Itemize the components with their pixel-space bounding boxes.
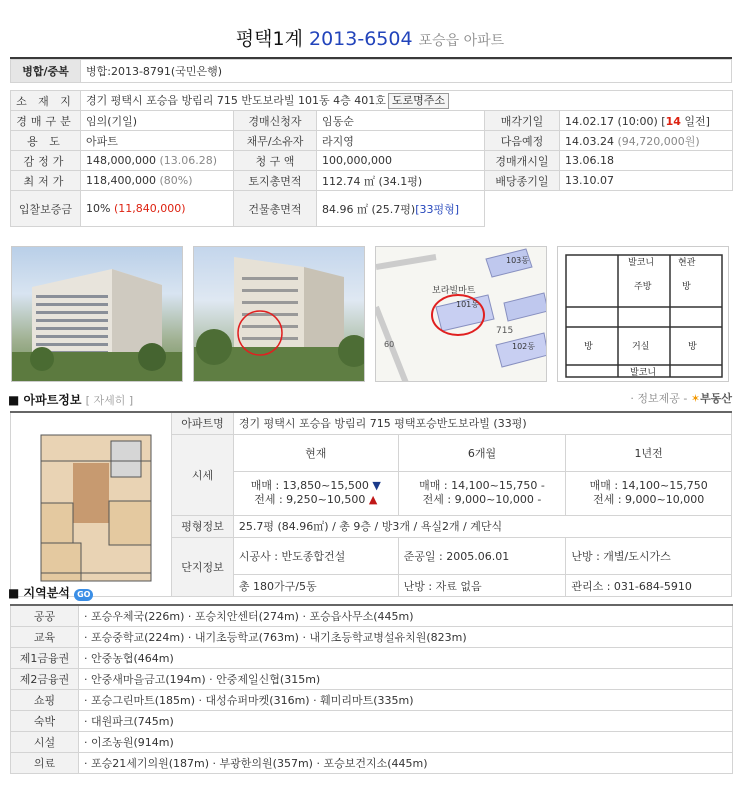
region-label: 제1금융권 [11, 647, 79, 668]
location-map-image [376, 247, 547, 382]
auction-type-value: 임의(기일) [81, 111, 234, 131]
region-label: 교육 [11, 626, 79, 647]
merge-value: 병합:2013-8791(국민은행) [81, 60, 732, 83]
heating-value: 난방 : 개별/도시가스 [566, 537, 732, 574]
bullet-icon: ■ [8, 393, 24, 407]
region-row [11, 626, 733, 647]
land-area-label: 토지총면적 [234, 171, 317, 191]
price-1year-sale: 매매 : 14,100~15,750 [589, 479, 708, 493]
region-label: 숙박 [11, 710, 79, 731]
region-row [11, 668, 733, 689]
floor-plan-image [558, 247, 729, 382]
pyeong-type-link: [33평형] [415, 202, 460, 216]
region-value: · 이조농원(914m) [79, 731, 733, 752]
min-price-value [81, 171, 234, 191]
region-label: 쇼핑 [11, 689, 79, 710]
merge-label: 병합/중복 [11, 60, 81, 83]
applicant-value: 임동순 [317, 111, 485, 131]
brand-star-icon: ✶ [690, 392, 701, 405]
col-current: 현재 [233, 434, 398, 471]
map-label-mart: 보라빌마트 [432, 286, 476, 296]
apt-floor-plan-icon [11, 413, 171, 593]
days-left: 14 [665, 114, 681, 128]
road-address-button[interactable]: 도로명주소 [388, 93, 449, 109]
appraisal-amount: 148,000,000 [86, 154, 160, 167]
apt-plan-cell [11, 412, 172, 597]
price-current [233, 471, 398, 515]
claim-value: 100,000,000 [317, 151, 485, 171]
completed-value: 준공일 : 2005.06.01 [398, 537, 566, 574]
owner-value: 라지영 [317, 131, 485, 151]
building-photo-1[interactable] [11, 246, 183, 382]
plan-room-2: 방 [584, 342, 593, 352]
type-value: 25.7평 (84.96㎡) / 총 9층 / 방3개 / 욕실2개 / 계단식 [233, 515, 731, 537]
building-photo-1-image [12, 247, 183, 382]
apt-name-label: 아파트명 [172, 412, 234, 434]
deposit-value [81, 191, 234, 227]
region-label: 의료 [11, 752, 79, 773]
region-row [11, 710, 733, 731]
min-price-label: 최저가 [11, 171, 81, 191]
floor-plan[interactable] [557, 246, 729, 382]
plan-room-1: 방 [682, 282, 691, 292]
plan-kitchen: 주방 [634, 282, 652, 292]
col-1year: 1년전 [566, 434, 732, 471]
usage-label: 용 도 [11, 131, 81, 151]
apt-info-table [10, 411, 732, 597]
building-area-label: 건물총면적 [234, 191, 317, 227]
map-label-lot: 715 [496, 326, 514, 336]
auction-type-label: 경매구분 [11, 111, 81, 131]
region-label: 시설 [11, 731, 79, 752]
sale-date-text: 14.02.17 (10:00) [ [565, 114, 666, 128]
location-label: 소 재 지 [11, 91, 81, 111]
price-1year-rent: 전세 : 9,000~10,000 [593, 493, 705, 507]
region-label: 제2금융권 [11, 668, 79, 689]
plan-entrance: 현관 [678, 258, 696, 268]
case-prefix: 평택1계 [235, 28, 303, 50]
heating2-value: 난방 : 자료 없음 [398, 575, 566, 597]
days-suffix: 일전] [680, 114, 710, 128]
building-area-value [317, 191, 485, 227]
households-value: 총 180가구/5동 [233, 575, 398, 597]
deposit-rate: 10% [86, 202, 114, 215]
location-cell [81, 91, 733, 111]
go-badge-icon[interactable]: GO [74, 589, 93, 601]
min-price-amount: 118,400,000 [86, 174, 160, 187]
region-row [11, 647, 733, 668]
region-label: 공공 [11, 605, 79, 626]
start-date-value: 13.06.18 [560, 151, 733, 171]
dividend-date-label: 배당종기일 [485, 171, 560, 191]
usage-value: 아파트 [81, 131, 234, 151]
owner-label: 채무/소유자 [234, 131, 317, 151]
apt-section-title: 아파트정보 [23, 393, 82, 407]
next-date-label: 다음예정 [485, 131, 560, 151]
case-number: 2013-6504 [308, 28, 413, 50]
applicant-label: 경매신청자 [234, 111, 317, 131]
region-value: · 포승21세기의원(187m) · 부광한의원(357m) · 포승보건지소(445m) [79, 752, 733, 773]
info-credit [630, 390, 732, 406]
price-6months-rent: 전세 : 9,000~10,000 - [422, 493, 542, 507]
auction-info-table [10, 90, 733, 227]
map-label-101: 101동 [456, 300, 479, 309]
claim-label: 청 구 액 [234, 151, 317, 171]
sale-date-value [560, 111, 733, 131]
region-section-header [8, 584, 93, 601]
type-label: 평형정보 [172, 515, 234, 537]
region-value: · 대원파크(745m) [79, 710, 733, 731]
region-row [11, 689, 733, 710]
plan-living: 거실 [632, 342, 650, 352]
building-area-text: 84.96 ㎡ (25.7평) [322, 202, 416, 216]
location-value: 경기 평택시 포승읍 방림리 715 반도보라빌 101동 4층 401호 [86, 94, 386, 107]
up-arrow-icon: ▲ [368, 493, 378, 507]
region-table [10, 604, 733, 774]
price-6months [398, 471, 566, 515]
region-value: · 안중새마을금고(194m) · 안중제일신협(315m) [79, 668, 733, 689]
merge-table [10, 59, 732, 83]
map-label-103: 103동 [506, 256, 529, 265]
start-date-label: 경매개시일 [485, 151, 560, 171]
down-arrow-icon: ▼ [372, 479, 381, 493]
building-photo-2-image [194, 247, 365, 382]
appraisal-label: 감정가 [11, 151, 81, 171]
deposit-amount: (11,840,000) [113, 202, 186, 215]
next-date-text: 14.03.24 [565, 134, 618, 148]
deposit-label: 입찰보증금 [11, 191, 81, 227]
region-row [11, 605, 733, 626]
land-area-value: 112.74 ㎡ (34.1평) [317, 171, 485, 191]
price-1year [566, 471, 732, 515]
page-title [0, 24, 740, 51]
price-current-rent: 전세 : 9,250~10,500 [254, 493, 366, 507]
next-price: (94,720,000원) [617, 134, 700, 148]
complex-label: 단지정보 [172, 537, 234, 596]
apt-section-header [8, 391, 133, 408]
region-row [11, 731, 733, 752]
min-price-pct: (80%) [159, 174, 193, 187]
building-photo-2[interactable] [193, 246, 365, 382]
next-date-value [560, 131, 733, 151]
price-6months-sale: 매매 : 14,100~15,750 - [419, 479, 545, 493]
plan-balcony-bottom: 발코니 [630, 368, 657, 378]
appraisal-value [81, 151, 234, 171]
region-value: · 포승중학교(224m) · 내기초등학교(763m) · 내기초등학교병설유치원(823m) [79, 626, 733, 647]
region-row [11, 752, 733, 773]
sale-date-label: 매각기일 [485, 111, 560, 131]
builder-value: 시공사 : 반도종합건설 [233, 537, 398, 574]
bullet-icon: ■ [8, 586, 24, 600]
region-value: · 포승우체국(226m) · 포승치안센터(274m) · 포승읍사무소(445m) [79, 605, 733, 626]
region-section-title: 지역분석 [23, 586, 70, 600]
plan-balcony-top: 발코니 [628, 258, 655, 268]
map-label-102: 102동 [512, 342, 535, 351]
col-6months: 6개월 [398, 434, 566, 471]
price-current-sale: 매매 : 13,850~15,500 [250, 479, 369, 493]
credit-brand: 부동산 [700, 392, 732, 405]
dividend-date-value: 13.10.07 [560, 171, 733, 191]
location-map[interactable] [375, 246, 547, 382]
apt-name-value: 경기 평택시 포승읍 방림리 715 평택포승반도보라빌 (33평) [233, 412, 731, 434]
office-value: 관리소 : 031-684-5910 [566, 575, 732, 597]
empty-cell [485, 191, 733, 227]
apt-detail-link[interactable]: [ 자세히 ] [85, 394, 134, 407]
plan-room-3: 방 [688, 342, 697, 352]
case-subtitle: 포승읍 아파트 [418, 33, 505, 49]
map-label-road: 60 [384, 340, 395, 349]
price-label: 시세 [172, 434, 234, 515]
credit-prefix: · 정보제공 - [630, 392, 688, 405]
region-value: · 안중농협(464m) [79, 647, 733, 668]
region-value: · 포승그린마트(185m) · 대성슈퍼마켓(316m) · 훼미리마트(335m) [79, 689, 733, 710]
appraisal-date: (13.06.28) [159, 154, 218, 167]
